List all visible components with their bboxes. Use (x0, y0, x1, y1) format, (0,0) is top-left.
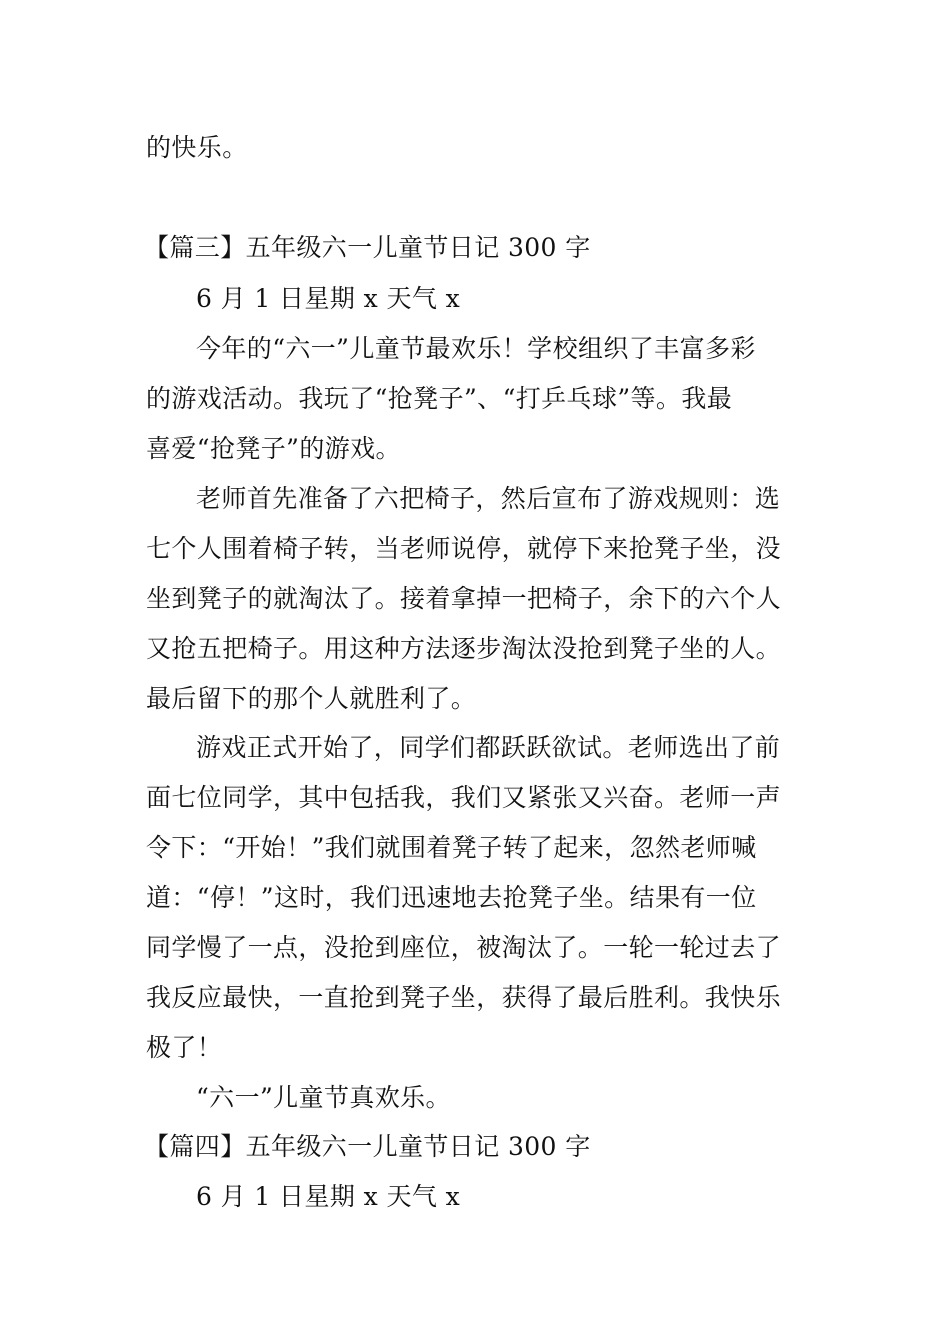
diary-date-line: 6 月 1 日星期 x 天气 x (196, 1182, 461, 1211)
diary-date-line: 6 月 1 日星期 x 天气 x (196, 284, 461, 313)
paragraph-line: 七个人围着椅子转，当老师说停，就停下来抢凳子坐，没 (146, 534, 782, 563)
text-line: 的快乐。 (146, 133, 248, 162)
paragraph-line: 我反应最快，一直抢到凳子坐，获得了最后胜利。我快乐 (146, 983, 782, 1012)
paragraph-line: 面七位同学，其中包括我，我们又紧张又兴奋。老师一声 (146, 783, 782, 812)
paragraph-line: 老师首先准备了六把椅子，然后宣布了游戏规则：选 (196, 484, 781, 513)
paragraph-line: 游戏正式开始了，同学们都跃跃欲试。老师选出了前 (196, 733, 781, 762)
paragraph-line: “六一”儿童节真欢乐。 (196, 1083, 451, 1112)
paragraph-line: 令下：“开始！”我们就围着凳子转了起来，忽然老师喊 (146, 833, 757, 862)
paragraph-line: 的游戏活动。我玩了“抢凳子”、“打乒乓球”等。我最 (146, 384, 733, 413)
section-heading-3: 【篇三】五年级六一儿童节日记 300 字 (144, 233, 591, 262)
paragraph-line: 极了！ (146, 1033, 223, 1062)
section-heading-4: 【篇四】五年级六一儿童节日记 300 字 (144, 1132, 591, 1161)
paragraph-line: 喜爱“抢凳子”的游戏。 (146, 434, 401, 463)
paragraph-line: 坐到凳子的就淘汰了。接着拿掉一把椅子，余下的六个人 (146, 584, 782, 613)
paragraph-line: 最后留下的那个人就胜利了。 (146, 684, 477, 713)
paragraph-line: 又抢五把椅子。用这种方法逐步淘汰没抢到凳子坐的人。 (146, 634, 782, 663)
paragraph-line: 同学慢了一点，没抢到座位，被淘汰了。一轮一轮过去了 (146, 933, 782, 962)
paragraph-line: 道：“停！”这时，我们迅速地去抢凳子坐。结果有一位 (146, 883, 757, 912)
paragraph-line: 今年的“六一”儿童节最欢乐！学校组织了丰富多彩 (196, 334, 756, 363)
